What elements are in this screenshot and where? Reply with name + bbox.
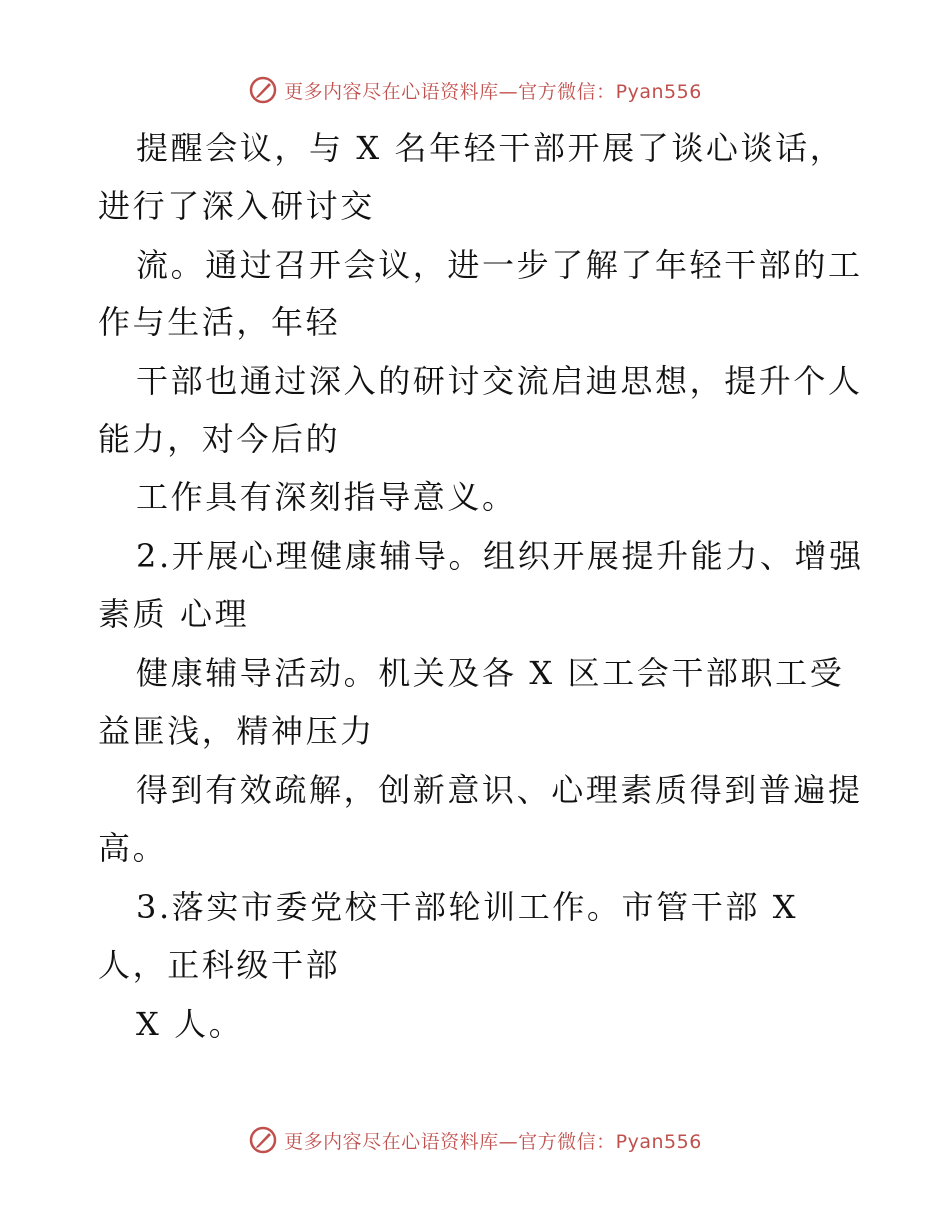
body-line: 干部也通过深入的研讨交流启迪思想，提升个人 [136,362,863,400]
body-line: 能力，对今后的 [98,420,341,458]
body-line: 3.落实市委党校干部轮训工作。市管干部 X [136,888,799,926]
footer-banner-text: 更多内容尽在心语资料库—官方微信：Pyan556 [284,1130,702,1153]
footer-banner [0,1118,950,1162]
body-line: 素质 心理 [98,595,250,633]
body-line: 作与生活，年轻 [98,303,341,341]
body-line: 工作具有深刻指导意义。 [136,478,517,516]
body-line: 得到有效疏解，创新意识、心理素质得到普遍提 [136,771,863,809]
body-line: 流。通过召开会议，进一步了解了年轻干部的工 [136,246,863,284]
header-banner-text: 更多内容尽在心语资料库—官方微信：Pyan556 [284,80,702,103]
body-line: 提醒会议，与 X 名年轻干部开展了谈心谈话， [136,129,845,167]
body-line: 高。 [98,829,168,867]
body-line: X 人。 [136,1005,244,1043]
quill-logo-icon [248,1125,278,1155]
body-line: 2.开展心理健康辅导。组织开展提升能力、增强 [136,537,864,575]
body-line: 进行了深入研讨交 [98,187,375,225]
body-line: 健康辅导活动。机关及各 X 区工会干部职工受 [136,654,845,692]
body-line: 益匪浅，精神压力 [98,712,375,750]
body-line: 人，正科级干部 [98,946,341,984]
